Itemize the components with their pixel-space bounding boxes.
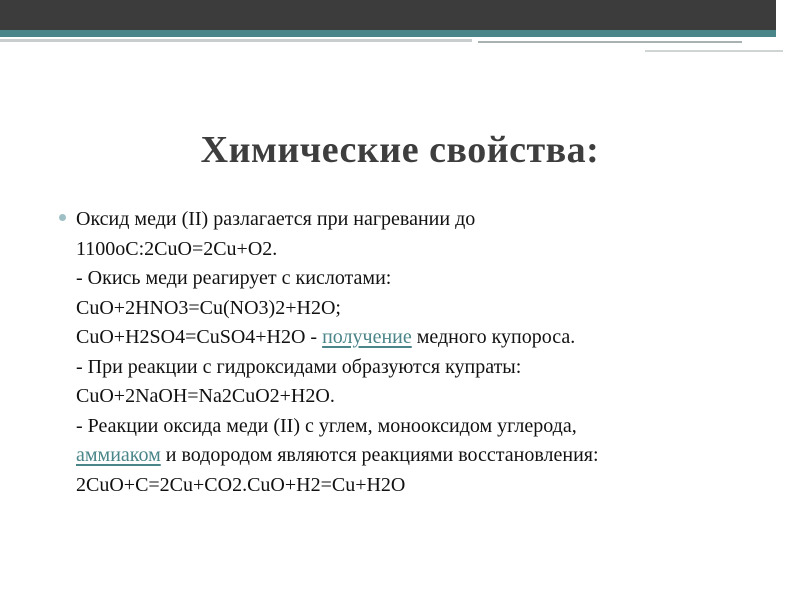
link-ammiakom[interactable]: аммиаком: [76, 444, 161, 466]
header-corner: [776, 0, 800, 37]
body-line: CuO+2HNO3=Cu(NO3)2+H2O;: [76, 296, 341, 319]
body-line: CuO+2NaOH=Na2CuO2+H2O.: [76, 385, 335, 407]
body-line: - Реакции оксида меди (II) с углем, монооксидом углерода,: [76, 414, 577, 437]
body-text-fragment: и водородом являются реакциями восстановления:: [160, 444, 599, 466]
link-poluchenie[interactable]: получение: [322, 326, 412, 348]
body-line: 1100оС:2CuO=2Cu+O2.: [76, 237, 278, 260]
slide-title: Химические свойства:: [200, 129, 600, 171]
header-teal-band: [0, 30, 776, 37]
body-line: Оксид меди (II) разлагается при нагревании до: [76, 208, 476, 230]
header-rule-right-lower: [645, 50, 783, 52]
body-line: - При реакции с гидроксидами образуются купраты:: [76, 355, 522, 378]
header-rule-right: [478, 41, 742, 43]
body-line-with-link: [76, 323, 776, 353]
header-rule-left: [0, 39, 472, 42]
header-dark-band: [0, 0, 776, 30]
bullet-dot-icon: [59, 214, 66, 221]
body-line-with-link: [76, 441, 776, 471]
body-line: - Окись меди реагирует с кислотами:: [76, 267, 392, 289]
slide-body: [76, 205, 776, 500]
body-line: 2CuO+C=2Cu+CO2.CuO+H2=Cu+H2O: [76, 473, 406, 496]
body-text-fragment: медного купороса.: [411, 326, 576, 348]
body-text-fragment: CuO+H2SO4=CuSO4+H2O -: [76, 326, 323, 348]
